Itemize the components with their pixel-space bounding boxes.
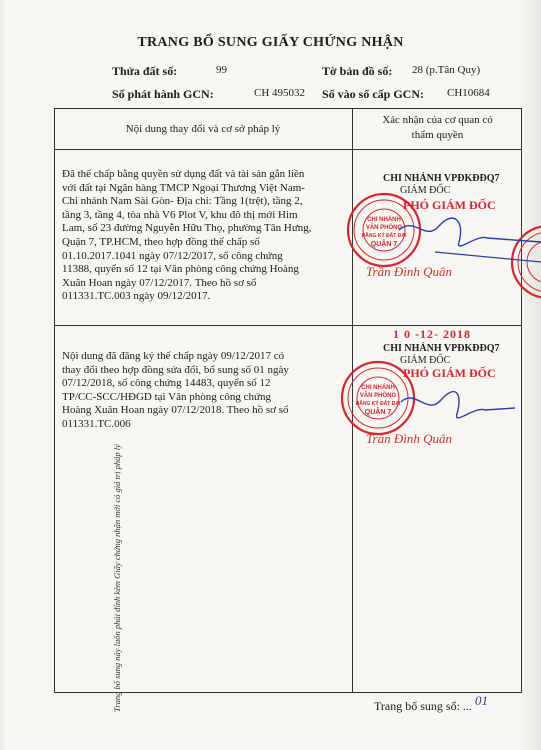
signature-org-1: CHI NHÁNH VPĐKĐĐQ7 — [383, 173, 500, 184]
entry-2-line: 011331.TC.006 — [62, 417, 131, 430]
seal-line: QUẬN 7 — [370, 241, 398, 248]
entry-1-text — [62, 168, 332, 304]
signature-deputy-1: PHÓ GIÁM ĐỐC — [403, 198, 496, 212]
signature-role-1: GIÁM ĐỐC — [400, 185, 451, 196]
serial-value: CH 495032 — [254, 87, 306, 99]
page-title: TRANG BỔ SUNG GIẤY CHỨNG NHẬN — [137, 35, 404, 50]
serial-label: Số phát hành GCN: — [112, 87, 214, 101]
entry-2-text — [62, 350, 332, 432]
signature-role-2: GIÁM ĐỐC — [400, 355, 451, 366]
seal-line: CHI NHÁNH — [361, 385, 395, 391]
supplement-page-number: 01 — [475, 693, 488, 708]
entry-1-line: 01.10.2017.1041 ngày 07/12/2017, số công chứng — [62, 249, 283, 262]
date-stamp: 1 0 -12- 2018 — [393, 327, 471, 341]
side-legal-note: Trang bổ sung này luôn phải đính kèm Giấy chứng nhận mới có giá trị pháp lý — [112, 444, 122, 712]
entry-1-line: 011331.TC.003 ngày 09/12/2017. — [62, 290, 211, 303]
map-sheet-label: Tờ bản đồ số: — [322, 64, 393, 78]
signature-scribble-1 — [395, 212, 541, 272]
registry-label: Số vào sổ cấp GCN: — [322, 87, 425, 101]
entry-1-line: Xuân Hoan ngày 07/12/2017. Theo hồ sơ số — [62, 276, 257, 289]
signer-name-1: Trần Đình Quân — [366, 264, 452, 279]
entry-2-line: thay đổi theo hợp đồng sửa đổi, bổ sung số 01 ngày — [62, 363, 289, 376]
entry-1-line: Lam, số 23 đường Nguyễn Hữu Thọ, phường Tân Hưng, — [62, 222, 312, 235]
table-header-divider — [54, 149, 522, 150]
column-header-line-2: thẩm quyền — [411, 129, 464, 141]
signature-org-2: CHI NHÁNH VPĐKĐĐQ7 — [383, 343, 500, 354]
parcel-label: Thửa đất số: — [112, 64, 178, 78]
seal-line: VĂN PHÒNG — [359, 393, 397, 399]
entry-1-line: Quận 7, TP.HCM, theo hợp đồng thế chấp số — [62, 235, 260, 248]
entry-2-line: Hoàng Xuân Hoan ngày 07/12/2018. Theo hồ sơ số — [62, 404, 289, 417]
seal-line: VĂN PHÒNG — [365, 225, 403, 231]
column-header-confirmation — [353, 113, 522, 143]
parcel-value: 99 — [216, 64, 227, 76]
seal-line: ĐĂNG KÝ ĐẤT ĐAI — [355, 401, 401, 407]
signature-deputy-2: PHÓ GIÁM ĐỐC — [403, 366, 496, 380]
supplement-page-label: Trang bổ sung số: ... — [374, 699, 472, 713]
column-header-content: Nội dung thay đổi và cơ sở pháp lý — [125, 123, 281, 135]
entry-2-line: TP/CC-SCC/HĐGD tại Văn phòng công chứng — [62, 390, 271, 403]
entry-1-line: 11388, quyển số 12 tại Văn phòng công chứng Hoàng — [62, 263, 299, 276]
column-header-line-1: Xác nhận của cơ quan có — [382, 114, 493, 126]
entry-1-line: tầng 3, tầng 4, tòa nhà V6 Plot V, khu đô thị mới Him — [62, 208, 298, 221]
map-sheet-value: 28 (p.Tân Quy) — [412, 64, 481, 76]
entry-1-line: Đã thế chấp bằng quyền sử dụng đất và tài sản gắn liền — [62, 168, 305, 180]
entry-2-line: 07/12/2018, số công chứng 14483, quyển số 12 — [62, 377, 271, 390]
entry-1-line: với đất tại Ngân hàng TMCP Ngoại Thương Việt Nam- — [62, 181, 305, 194]
signer-name-2: Trần Đình Quân — [366, 431, 452, 446]
entry-1-line: Chi nhánh Nam Sài Gòn- Địa chỉ: Tầng 1(trệt), tầng 2, — [62, 195, 303, 208]
seal-line: QUẬN 7 — [364, 409, 392, 416]
seal-line: ĐĂNG KÝ ĐẤT ĐAI — [361, 233, 407, 239]
seal-line: CHI NHÁNH — [367, 217, 401, 223]
registry-value: CH10684 — [447, 87, 490, 99]
table-row-divider — [54, 325, 522, 326]
entry-2-line: Nội dung đã đăng ký thế chấp ngày 09/12/2017 có — [62, 350, 285, 362]
